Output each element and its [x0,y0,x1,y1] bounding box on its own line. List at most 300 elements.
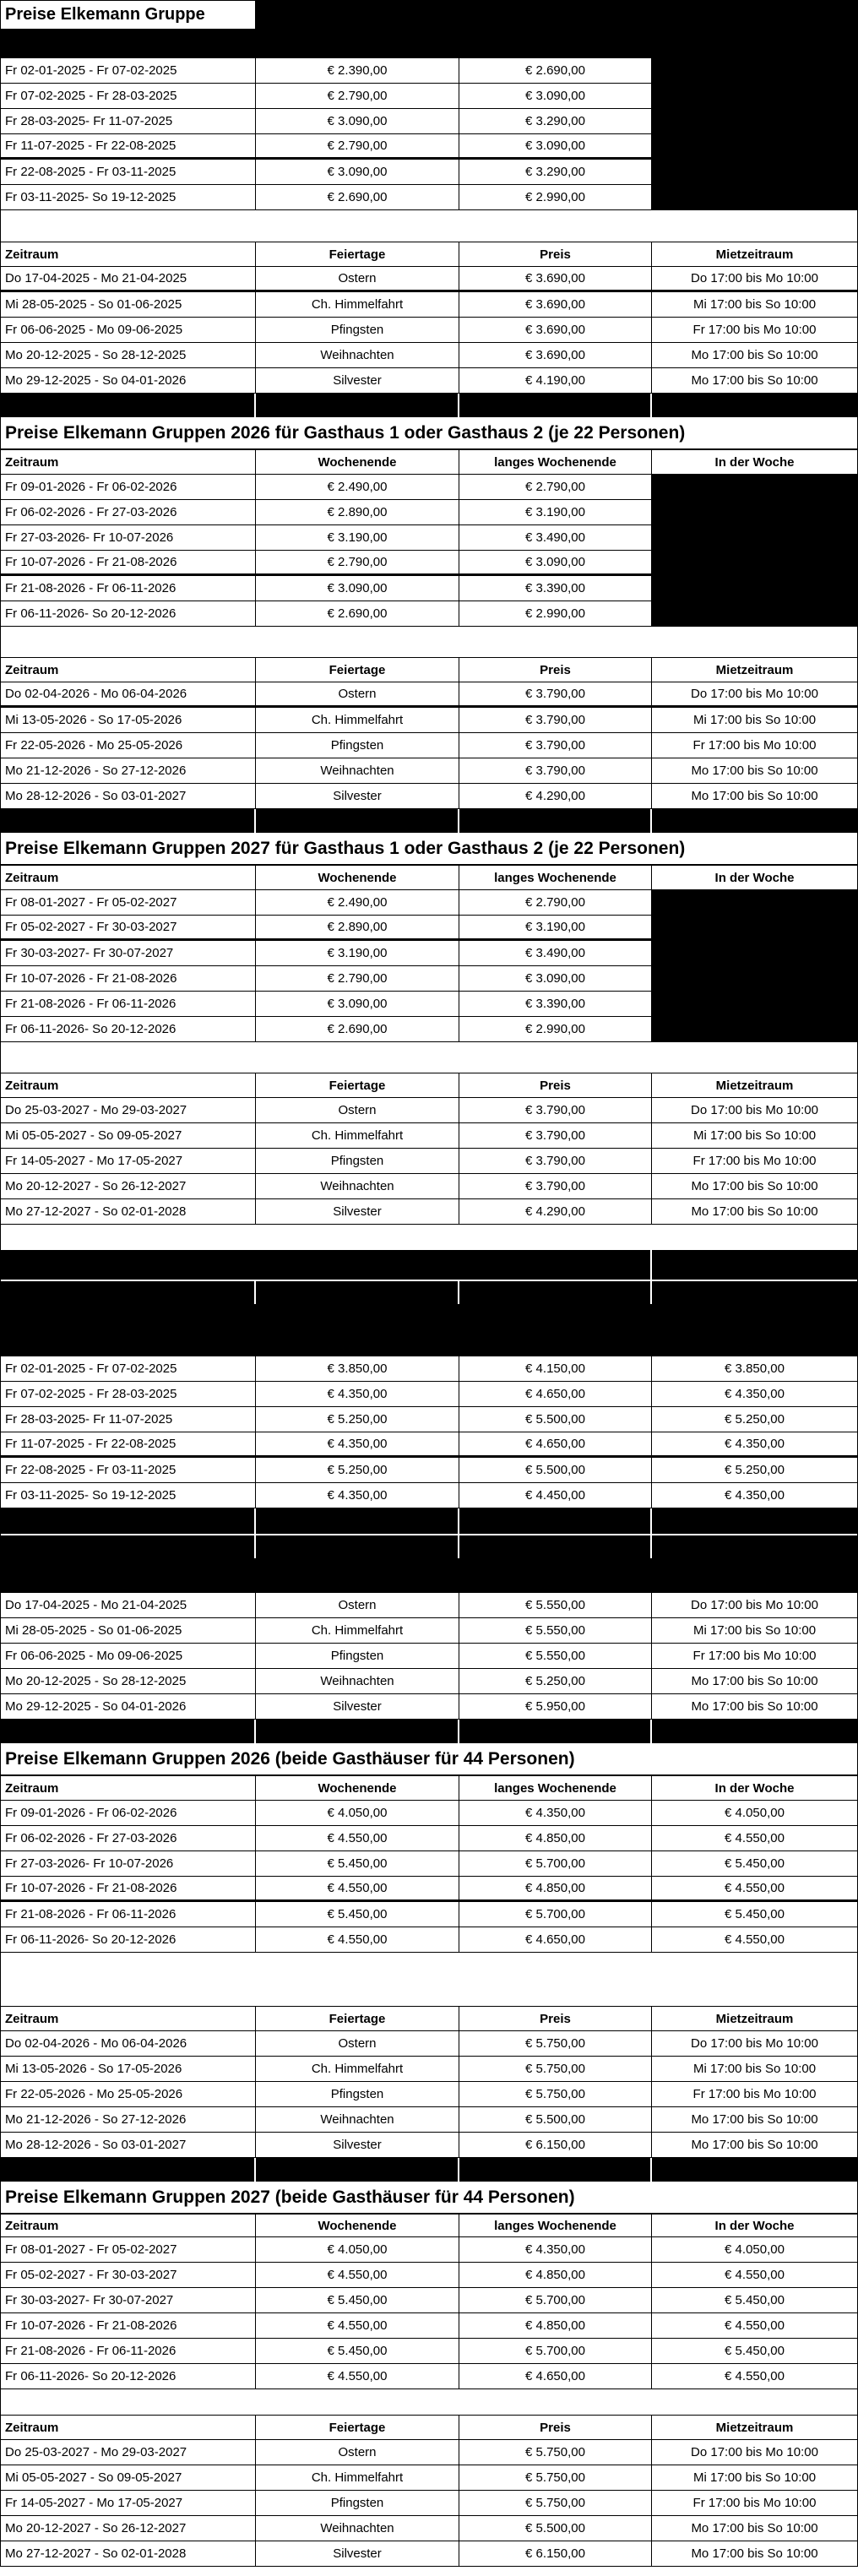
redaction-bar [652,1720,857,1743]
price-row [1,109,857,134]
date-range-cell: Fr 10-07-2026 - Fr 21-08-2026 [1,2313,256,2339]
price-row [1,1483,857,1508]
weekend-price-cell: € 2.790,00 [256,966,459,992]
holiday-price-cell: € 5.550,00 [459,1593,652,1618]
date-range-cell: Fr 08-01-2027 - Fr 05-02-2027 [1,890,256,916]
date-range-cell: Fr 06-02-2026 - Fr 27-03-2026 [1,500,256,525]
date-range-cell: Do 25-03-2027 - Mo 29-03-2027 [1,1098,256,1123]
holiday-row [1,682,857,708]
long-weekend-price-cell: € 3.090,00 [459,966,652,992]
redacted-cell [652,525,857,551]
long-weekend-price-cell: € 3.190,00 [459,916,652,941]
redacted-row [1,809,857,833]
holiday-name-cell: Pfingsten [256,2082,459,2107]
price-row [1,84,857,109]
column-header-mietzeitraum: Mietzeitraum [652,2006,857,2031]
holiday-price-cell: € 3.690,00 [459,343,652,368]
redaction-bar [459,1720,652,1743]
redaction-bar [256,1281,459,1304]
weekend-price-cell: € 5.450,00 [256,1902,459,1927]
long-weekend-price-cell: € 3.090,00 [459,84,652,109]
redaction-bar [459,1508,652,1534]
holiday-name-cell: Weihnachten [256,2107,459,2133]
redacted-cell [652,601,857,627]
weekend-price-cell: € 5.250,00 [256,1458,459,1483]
date-range-cell: Fr 27-03-2026- Fr 10-07-2026 [1,525,256,551]
column-header-mietzeitraum: Mietzeitraum [652,2415,857,2440]
column-header-in-der-woche: In der Woche [652,1775,857,1801]
rental-period-cell: Mo 17:00 bis So 10:00 [652,1174,857,1199]
price-row [1,966,857,992]
holiday-name-cell: Weihnachten [256,343,459,368]
date-range-cell: Mi 05-05-2027 - So 09-05-2027 [1,2465,256,2491]
redaction-bar [459,394,652,417]
spacer-row [1,2389,857,2415]
redaction-bar [256,394,459,417]
column-header-mietzeitraum: Mietzeitraum [652,242,857,267]
holiday-row [1,733,857,758]
document-title-row [1,1,857,30]
long-weekend-price-cell: € 4.350,00 [459,2237,652,2263]
column-header-feiertage: Feiertage [256,2415,459,2440]
holiday-price-cell: € 3.690,00 [459,292,652,318]
date-range-cell: Fr 14-05-2027 - Mo 17-05-2027 [1,1149,256,1174]
holiday-row [1,368,857,394]
price-row [1,1458,857,1483]
holiday-name-cell: Ostern [256,267,459,292]
redaction-bar [652,394,857,417]
column-header-row [1,1775,857,1801]
column-header-feiertage: Feiertage [256,2006,459,2031]
column-header-zeitraum: Zeitraum [1,2006,256,2031]
rental-period-cell: Fr 17:00 bis Mo 10:00 [652,2082,857,2107]
week-price-cell: € 4.550,00 [652,1826,857,1851]
rental-period-cell: Mo 17:00 bis So 10:00 [652,1669,857,1694]
holiday-name-cell: Silvester [256,784,459,809]
weekend-price-cell: € 2.890,00 [256,500,459,525]
date-range-cell: Fr 21-08-2026 - Fr 06-11-2026 [1,2339,256,2364]
date-range-cell: Fr 22-08-2025 - Fr 03-11-2025 [1,160,256,185]
holiday-row [1,2057,857,2082]
holiday-price-cell: € 5.750,00 [459,2082,652,2107]
section-title: Preise Elkemann Gruppen 2027 (beide Gasthäuser für 44 Personen) [1,2182,857,2214]
column-header-row [1,242,857,267]
holiday-name-cell: Silvester [256,2133,459,2158]
price-row [1,1407,857,1432]
section-title-row [1,833,857,865]
date-range-cell: Mo 20-12-2025 - So 28-12-2025 [1,343,256,368]
weekend-price-cell: € 2.890,00 [256,916,459,941]
weekend-price-cell: € 4.050,00 [256,1801,459,1826]
price-row [1,576,857,601]
price-row [1,1382,857,1407]
week-price-cell: € 4.550,00 [652,1877,857,1902]
date-range-cell: Mi 05-05-2027 - So 09-05-2027 [1,1123,256,1149]
redaction-bar [256,1720,459,1743]
weekend-price-cell: € 2.390,00 [256,58,459,84]
redaction-bar [1,1508,256,1534]
holiday-row [1,1123,857,1149]
redacted-row [1,1281,857,1304]
weekend-price-cell: € 2.790,00 [256,84,459,109]
date-range-cell: Fr 21-08-2026 - Fr 06-11-2026 [1,1902,256,1927]
price-row [1,890,857,916]
rental-period-cell: Mi 17:00 bis So 10:00 [652,292,857,318]
weekend-price-cell: € 5.450,00 [256,2288,459,2313]
holiday-name-cell: Ch. Himmelfahrt [256,292,459,318]
holiday-name-cell: Pfingsten [256,318,459,343]
holiday-price-cell: € 3.790,00 [459,1174,652,1199]
redacted-row [1,394,857,417]
redaction-bar [1,30,857,58]
redacted-cell [652,992,857,1017]
date-range-cell: Fr 06-11-2026- So 20-12-2026 [1,1927,256,1953]
long-weekend-price-cell: € 5.500,00 [459,1458,652,1483]
date-range-cell: Fr 05-02-2027 - Fr 30-03-2027 [1,2263,256,2288]
price-row [1,134,857,160]
price-row [1,1356,857,1382]
week-price-cell: € 4.550,00 [652,1927,857,1953]
spacer-row [1,210,857,242]
spacer-row [1,1953,857,2006]
holiday-row [1,267,857,292]
date-range-cell: Fr 14-05-2027 - Mo 17-05-2027 [1,2491,256,2516]
date-range-cell: Fr 28-03-2025- Fr 11-07-2025 [1,1407,256,1432]
price-row [1,601,857,627]
holiday-row [1,1694,857,1720]
holiday-name-cell: Ch. Himmelfahrt [256,708,459,733]
redacted-row [1,1535,857,1558]
holiday-price-cell: € 3.790,00 [459,708,652,733]
redaction-bar [652,2158,857,2182]
holiday-price-cell: € 5.950,00 [459,1694,652,1720]
column-header-preis: Preis [459,2006,652,2031]
week-price-cell: € 5.250,00 [652,1407,857,1432]
week-price-cell: € 4.550,00 [652,2364,857,2389]
holiday-name-cell: Ch. Himmelfahrt [256,1618,459,1644]
date-range-cell: Fr 03-11-2025- So 19-12-2025 [1,1483,256,1508]
weekend-price-cell: € 2.690,00 [256,601,459,627]
price-row [1,475,857,500]
rental-period-cell: Mo 17:00 bis So 10:00 [652,343,857,368]
date-range-cell: Fr 09-01-2026 - Fr 06-02-2026 [1,1801,256,1826]
holiday-name-cell: Ostern [256,1593,459,1618]
long-weekend-price-cell: € 5.700,00 [459,2288,652,2313]
redacted-row [1,1304,857,1356]
holiday-name-cell: Pfingsten [256,2491,459,2516]
date-range-cell: Do 17-04-2025 - Mo 21-04-2025 [1,1593,256,1618]
price-row [1,1927,857,1953]
date-range-cell: Mo 20-12-2027 - So 26-12-2027 [1,2516,256,2541]
holiday-row [1,2107,857,2133]
holiday-row [1,2082,857,2107]
rental-period-cell: Do 17:00 bis Mo 10:00 [652,2031,857,2057]
redaction-bar [459,809,652,833]
rental-period-cell: Fr 17:00 bis Mo 10:00 [652,318,857,343]
column-header-langes-wochenende: langes Wochenende [459,449,652,475]
price-row [1,185,857,210]
holiday-row [1,1644,857,1669]
holiday-row [1,1669,857,1694]
long-weekend-price-cell: € 4.350,00 [459,1801,652,1826]
weekend-price-cell: € 4.550,00 [256,2313,459,2339]
holiday-price-cell: € 6.150,00 [459,2541,652,2567]
column-header-zeitraum: Zeitraum [1,2415,256,2440]
date-range-cell: Fr 08-01-2027 - Fr 05-02-2027 [1,2237,256,2263]
date-range-cell: Do 25-03-2027 - Mo 29-03-2027 [1,2440,256,2465]
holiday-name-cell: Ch. Himmelfahrt [256,2057,459,2082]
redacted-row [1,1558,857,1593]
column-header-wochenende: Wochenende [256,865,459,890]
long-weekend-price-cell: € 3.190,00 [459,500,652,525]
long-weekend-price-cell: € 4.850,00 [459,2263,652,2288]
holiday-row [1,343,857,368]
holiday-name-cell: Silvester [256,1694,459,1720]
price-row [1,941,857,966]
redaction-bar [1,1281,256,1304]
weekend-price-cell: € 2.690,00 [256,1017,459,1042]
holiday-price-cell: € 3.790,00 [459,758,652,784]
column-header-preis: Preis [459,657,652,682]
column-header-langes-wochenende: langes Wochenende [459,865,652,890]
date-range-cell: Do 02-04-2026 - Mo 06-04-2026 [1,682,256,708]
holiday-price-cell: € 3.790,00 [459,733,652,758]
rental-period-cell: Fr 17:00 bis Mo 10:00 [652,1644,857,1669]
weekend-price-cell: € 4.050,00 [256,2237,459,2263]
holiday-name-cell: Weihnachten [256,758,459,784]
week-price-cell: € 5.450,00 [652,2288,857,2313]
redaction-bar [652,1535,857,1558]
column-header-langes-wochenende: langes Wochenende [459,1775,652,1801]
date-range-cell: Mi 28-05-2025 - So 01-06-2025 [1,1618,256,1644]
long-weekend-price-cell: € 2.790,00 [459,890,652,916]
spacer-row [1,1225,857,1250]
holiday-row [1,2133,857,2158]
holiday-name-cell: Ostern [256,2031,459,2057]
section-title: Preise Elkemann Gruppen 2026 für Gasthaus 1 oder Gasthaus 2 (je 22 Personen) [1,417,857,449]
long-weekend-price-cell: € 4.450,00 [459,1483,652,1508]
date-range-cell: Fr 05-02-2027 - Fr 30-03-2027 [1,916,256,941]
rental-period-cell: Do 17:00 bis Mo 10:00 [652,1593,857,1618]
holiday-price-cell: € 4.290,00 [459,784,652,809]
redacted-cell [652,890,857,916]
date-range-cell: Fr 06-11-2026- So 20-12-2026 [1,601,256,627]
column-header-in-der-woche: In der Woche [652,2214,857,2237]
holiday-row [1,758,857,784]
holiday-row [1,1174,857,1199]
weekend-price-cell: € 2.790,00 [256,551,459,576]
redaction-bar [256,1535,459,1558]
price-row [1,1877,857,1902]
date-range-cell: Fr 06-06-2025 - Mo 09-06-2025 [1,1644,256,1669]
weekend-price-cell: € 4.550,00 [256,1826,459,1851]
date-range-cell: Fr 22-05-2026 - Mo 25-05-2026 [1,733,256,758]
holiday-price-cell: € 4.290,00 [459,1199,652,1225]
price-row [1,2288,857,2313]
redaction-bar [1,2158,256,2182]
spacer-row [1,627,857,657]
long-weekend-price-cell: € 5.700,00 [459,2339,652,2364]
rental-period-cell: Do 17:00 bis Mo 10:00 [652,682,857,708]
column-header-zeitraum: Zeitraum [1,2214,256,2237]
date-range-cell: Fr 22-05-2026 - Mo 25-05-2026 [1,2082,256,2107]
column-header-preis: Preis [459,2415,652,2440]
week-price-cell: € 5.450,00 [652,2339,857,2364]
date-range-cell: Fr 10-07-2026 - Fr 21-08-2026 [1,551,256,576]
price-row [1,1851,857,1877]
date-range-cell: Mo 28-12-2026 - So 03-01-2027 [1,784,256,809]
column-header-wochenende: Wochenende [256,449,459,475]
date-range-cell: Mo 27-12-2027 - So 02-01-2028 [1,1199,256,1225]
redaction-bar [652,1250,857,1280]
redacted-cell [652,160,857,185]
holiday-row [1,1199,857,1225]
column-header-wochenende: Wochenende [256,1775,459,1801]
long-weekend-price-cell: € 3.390,00 [459,992,652,1017]
holiday-price-cell: € 3.790,00 [459,682,652,708]
date-range-cell: Fr 21-08-2026 - Fr 06-11-2026 [1,576,256,601]
weekend-price-cell: € 4.550,00 [256,2263,459,2288]
week-price-cell: € 5.450,00 [652,1851,857,1877]
weekend-price-cell: € 3.850,00 [256,1356,459,1382]
section-title-row [1,417,857,449]
column-header-row [1,1073,857,1098]
redaction-bar [256,809,459,833]
redacted-cell [652,475,857,500]
holiday-price-cell: € 5.550,00 [459,1644,652,1669]
date-range-cell: Fr 02-01-2025 - Fr 07-02-2025 [1,1356,256,1382]
redacted-cell [652,941,857,966]
week-price-cell: € 3.850,00 [652,1356,857,1382]
date-range-cell: Fr 21-08-2026 - Fr 06-11-2026 [1,992,256,1017]
date-range-cell: Mi 13-05-2026 - So 17-05-2026 [1,708,256,733]
page-title: Preise Elkemann Gruppe [1,1,256,30]
rental-period-cell: Mo 17:00 bis So 10:00 [652,368,857,394]
weekend-price-cell: € 3.090,00 [256,992,459,1017]
long-weekend-price-cell: € 3.390,00 [459,576,652,601]
holiday-name-cell: Pfingsten [256,1644,459,1669]
long-weekend-price-cell: € 5.500,00 [459,1407,652,1432]
section-title: Preise Elkemann Gruppen 2026 (beide Gasthäuser für 44 Personen) [1,1743,857,1775]
long-weekend-price-cell: € 3.090,00 [459,551,652,576]
redacted-row [1,1250,857,1280]
redaction-bar [652,1508,857,1534]
redaction-bar [652,1281,857,1304]
holiday-price-cell: € 5.500,00 [459,2516,652,2541]
price-row [1,1826,857,1851]
long-weekend-price-cell: € 3.290,00 [459,160,652,185]
weekend-price-cell: € 4.550,00 [256,1877,459,1902]
long-weekend-price-cell: € 4.650,00 [459,1927,652,1953]
column-header-row [1,2006,857,2031]
date-range-cell: Mo 29-12-2025 - So 04-01-2026 [1,1694,256,1720]
price-row [1,160,857,185]
holiday-price-cell: € 5.500,00 [459,2107,652,2133]
holiday-name-cell: Ostern [256,682,459,708]
column-header-in-der-woche: In der Woche [652,449,857,475]
holiday-name-cell: Silvester [256,1199,459,1225]
holiday-row [1,2465,857,2491]
date-range-cell: Fr 10-07-2026 - Fr 21-08-2026 [1,1877,256,1902]
holiday-row [1,1098,857,1123]
holiday-name-cell: Silvester [256,2541,459,2567]
date-range-cell: Fr 09-01-2026 - Fr 06-02-2026 [1,475,256,500]
weekend-price-cell: € 4.350,00 [256,1432,459,1458]
price-row [1,1801,857,1826]
column-header-feiertage: Feiertage [256,242,459,267]
column-header-zeitraum: Zeitraum [1,449,256,475]
column-header-mietzeitraum: Mietzeitraum [652,657,857,682]
redaction-bar [459,1281,652,1304]
date-range-cell: Fr 07-02-2025 - Fr 28-03-2025 [1,84,256,109]
holiday-price-cell: € 5.750,00 [459,2465,652,2491]
weekend-price-cell: € 5.450,00 [256,1851,459,1877]
rental-period-cell: Mo 17:00 bis So 10:00 [652,1199,857,1225]
holiday-row [1,2440,857,2465]
date-range-cell: Mi 13-05-2026 - So 17-05-2026 [1,2057,256,2082]
holiday-row [1,784,857,809]
long-weekend-price-cell: € 4.650,00 [459,2364,652,2389]
holiday-price-cell: € 5.750,00 [459,2440,652,2465]
long-weekend-price-cell: € 4.150,00 [459,1356,652,1382]
long-weekend-price-cell: € 4.650,00 [459,1382,652,1407]
long-weekend-price-cell: € 4.850,00 [459,2313,652,2339]
rental-period-cell: Mo 17:00 bis So 10:00 [652,2107,857,2133]
price-row [1,1902,857,1927]
rental-period-cell: Mo 17:00 bis So 10:00 [652,2133,857,2158]
rental-period-cell: Mo 17:00 bis So 10:00 [652,1694,857,1720]
date-range-cell: Fr 02-01-2025 - Fr 07-02-2025 [1,58,256,84]
column-header-in-der-woche: In der Woche [652,865,857,890]
date-range-cell: Fr 30-03-2027- Fr 30-07-2027 [1,2288,256,2313]
column-header-zeitraum: Zeitraum [1,1073,256,1098]
price-row [1,500,857,525]
holiday-row [1,1149,857,1174]
column-header-langes-wochenende: langes Wochenende [459,2214,652,2237]
price-row [1,2339,857,2364]
weekend-price-cell: € 2.690,00 [256,185,459,210]
redaction-bar [1,809,256,833]
weekend-price-cell: € 2.490,00 [256,890,459,916]
long-weekend-price-cell: € 4.850,00 [459,1877,652,1902]
holiday-price-cell: € 5.750,00 [459,2057,652,2082]
rental-period-cell: Mi 17:00 bis So 10:00 [652,708,857,733]
date-range-cell: Fr 06-06-2025 - Mo 09-06-2025 [1,318,256,343]
week-price-cell: € 5.250,00 [652,1458,857,1483]
date-range-cell: Fr 06-11-2026- So 20-12-2026 [1,1017,256,1042]
date-range-cell: Mo 29-12-2025 - So 04-01-2026 [1,368,256,394]
date-range-cell: Mo 20-12-2027 - So 26-12-2027 [1,1174,256,1199]
holiday-name-cell: Ostern [256,1098,459,1123]
long-weekend-price-cell: € 5.700,00 [459,1902,652,1927]
column-header-row [1,2415,857,2440]
date-range-cell: Fr 28-03-2025- Fr 11-07-2025 [1,109,256,134]
date-range-cell: Do 02-04-2026 - Mo 06-04-2026 [1,2031,256,2057]
weekend-price-cell: € 4.350,00 [256,1382,459,1407]
column-header-zeitraum: Zeitraum [1,242,256,267]
date-range-cell: Fr 10-07-2026 - Fr 21-08-2026 [1,966,256,992]
weekend-price-cell: € 2.790,00 [256,134,459,160]
price-row [1,525,857,551]
holiday-name-cell: Weihnachten [256,1174,459,1199]
section-title: Preise Elkemann Gruppen 2027 für Gasthaus 1 oder Gasthaus 2 (je 22 Personen) [1,833,857,865]
holiday-price-cell: € 3.790,00 [459,1098,652,1123]
redacted-cell [652,134,857,160]
date-range-cell: Fr 11-07-2025 - Fr 22-08-2025 [1,1432,256,1458]
date-range-cell: Fr 03-11-2025- So 19-12-2025 [1,185,256,210]
holiday-name-cell: Ch. Himmelfahrt [256,1123,459,1149]
price-row [1,551,857,576]
